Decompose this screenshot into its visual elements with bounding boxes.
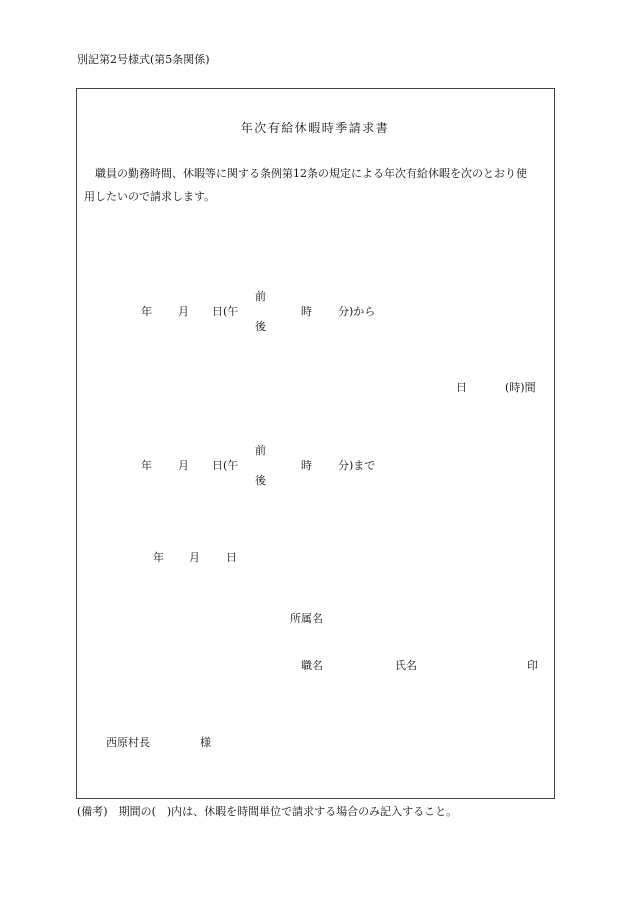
end-year-label: 年 xyxy=(141,459,152,472)
start-hour-label: 時 xyxy=(301,305,312,318)
end-day-label: 日(午 xyxy=(212,459,239,472)
date-month-label: 月 xyxy=(189,551,200,564)
form-number-label: 別記第2号様式(第5条関係) xyxy=(77,53,210,66)
end-hour-label: 時 xyxy=(301,459,312,472)
end-month-label: 月 xyxy=(178,459,189,472)
addressee-name: 西原村長 xyxy=(106,736,150,749)
duration-hours-label: (時)間 xyxy=(505,381,536,394)
start-pm-label: 後 xyxy=(255,320,266,333)
addressee-honorific: 様 xyxy=(200,736,211,749)
intro-line-1: 職員の勤務時間、休暇等に関する条例第12条の規定による年次有給休暇を次のとおり使 xyxy=(95,167,527,180)
footer-note: (備考) 期間の( )内は、休暇を時間単位で請求する場合のみ記入すること。 xyxy=(77,805,458,818)
intro-line-2: 用したいので請求します。 xyxy=(84,190,216,203)
end-pm-label: 後 xyxy=(255,474,266,487)
seal-label: 印 xyxy=(527,659,538,672)
end-minute-label: 分)まで xyxy=(338,459,376,472)
start-minute-label: 分)から xyxy=(338,305,376,318)
form-title: 年次有給休暇時季請求書 xyxy=(240,121,390,135)
end-am-label: 前 xyxy=(255,444,266,457)
start-month-label: 月 xyxy=(178,305,189,318)
date-year-label: 年 xyxy=(153,551,164,564)
position-label: 職名 xyxy=(301,659,323,672)
name-label: 氏名 xyxy=(395,659,417,672)
department-label: 所属名 xyxy=(290,612,323,625)
duration-days-label: 日 xyxy=(456,381,467,394)
start-day-label: 日(午 xyxy=(212,305,239,318)
start-year-label: 年 xyxy=(141,305,152,318)
date-day-label: 日 xyxy=(226,551,237,564)
start-am-label: 前 xyxy=(255,290,266,303)
